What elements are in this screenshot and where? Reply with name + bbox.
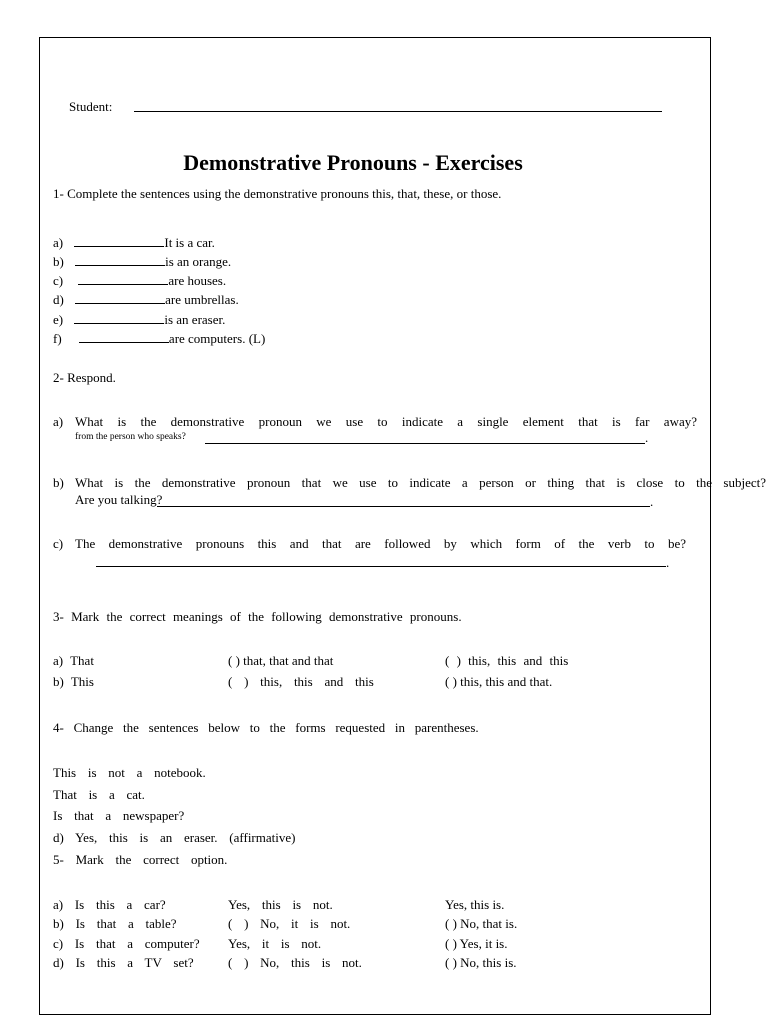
- ex2-a-question-cont: from the person who speaks?: [75, 432, 186, 442]
- answer-blank[interactable]: [74, 312, 164, 324]
- item-letter: a): [53, 235, 64, 250]
- ex5-row-b-option2[interactable]: ( ) No, that is.: [445, 916, 518, 931]
- ex5-row-a-option2[interactable]: Yes, this is.: [445, 897, 505, 912]
- ex5-row-c-option2[interactable]: ( ) Yes, it is.: [445, 936, 508, 951]
- page-title: Demonstrative Pronouns - Exercises: [183, 150, 523, 175]
- ex4-line-2: That is a cat.: [53, 787, 145, 802]
- ex2-c-question: The demonstrative pronouns this and that are followed by which form of the verb to be?: [75, 536, 686, 551]
- ex3-row-b-label: b) This: [53, 674, 94, 689]
- ex3-row-a-label: a) That: [53, 653, 94, 668]
- ex2-c-letter: c): [53, 536, 64, 551]
- item-text: is an orange.: [165, 254, 232, 269]
- ex1-item-f: [53, 331, 265, 346]
- ex5-row-c-question: c) Is that a computer?: [53, 936, 200, 951]
- ex2-b-answer-line[interactable]: [157, 506, 650, 507]
- item-letter: c): [53, 273, 64, 288]
- ex1-item-a: [53, 235, 215, 250]
- ex3-row-a-option1[interactable]: ( ) that, that and that: [228, 653, 334, 668]
- ex1-item-d: [53, 292, 239, 307]
- ex2-b-period: .: [650, 494, 654, 509]
- item-text: are houses.: [168, 273, 227, 288]
- item-text: are umbrellas.: [165, 292, 239, 307]
- answer-blank[interactable]: [78, 273, 168, 285]
- ex2-c-period: .: [666, 555, 670, 570]
- ex2-c-answer-line[interactable]: [96, 566, 666, 567]
- ex5-row-a-question: a) Is this a car?: [53, 897, 166, 912]
- ex4-line-4: d) Yes, this is an eraser. (affirmative): [53, 830, 296, 845]
- ex5-row-d-question: d) Is this a TV set?: [53, 955, 194, 970]
- item-text: are computers. (L): [168, 331, 266, 346]
- ex3-row-a-option2[interactable]: ( ) this, this and this: [445, 653, 569, 668]
- ex2-a-answer-line[interactable]: [205, 443, 645, 444]
- ex5-row-c-option1[interactable]: Yes, it is not.: [228, 936, 322, 951]
- ex5-row-a-option1[interactable]: Yes, this is not.: [228, 897, 333, 912]
- item-letter: d): [53, 292, 64, 307]
- ex1-item-c: [53, 273, 226, 288]
- item-letter: e): [53, 312, 64, 327]
- item-letter: f): [53, 331, 62, 346]
- answer-blank[interactable]: [74, 235, 164, 247]
- ex3-row-b-option2[interactable]: ( ) this, this and that.: [445, 674, 553, 689]
- ex2-a-letter: a): [53, 414, 64, 429]
- page-border: [39, 37, 711, 1015]
- ex4-instruction: 4- Change the sentences below to the forms requested in parentheses.: [53, 720, 479, 735]
- ex1-item-b: [53, 254, 231, 269]
- ex4-line-3: Is that a newspaper?: [53, 808, 185, 823]
- ex2-b-question-cont: Are you talking?: [75, 492, 163, 507]
- ex1-item-e: [53, 312, 225, 327]
- ex2-b-question: What is the demonstrative pronoun that we use to indicate a person or thing that is close to the subject?: [75, 475, 766, 490]
- answer-blank[interactable]: [79, 331, 169, 343]
- ex4-line-1: This is not a notebook.: [53, 765, 206, 780]
- ex5-row-d-option2[interactable]: ( ) No, this is.: [445, 955, 517, 970]
- ex3-row-b-option1[interactable]: ( ) this, this and this: [228, 674, 374, 689]
- student-name-line[interactable]: [134, 111, 662, 112]
- student-label: Student:: [69, 99, 113, 114]
- answer-blank[interactable]: [75, 254, 165, 266]
- ex2-instruction: 2- Respond.: [53, 370, 116, 385]
- answer-blank[interactable]: [75, 292, 165, 304]
- ex2-a-period: .: [645, 430, 649, 445]
- ex5-row-b-option1[interactable]: ( ) No, it is not.: [228, 916, 351, 931]
- ex5-row-b-question: b) Is that a table?: [53, 916, 177, 931]
- ex5-instruction: 5- Mark the correct option.: [53, 852, 228, 867]
- ex2-b-letter: b): [53, 475, 64, 490]
- item-letter: b): [53, 254, 64, 269]
- ex5-row-d-option1[interactable]: ( ) No, this is not.: [228, 955, 362, 970]
- ex1-instruction: 1- Complete the sentences using the demonstrative pronouns this, that, these, or those.: [53, 186, 502, 201]
- item-text: is an eraser.: [164, 312, 226, 327]
- ex2-a-question: What is the demonstrative pronoun we use to indicate a single element that is far away?: [75, 414, 697, 429]
- item-text: It is a car.: [164, 235, 215, 250]
- ex3-instruction: 3- Mark the correct meanings of the following demonstrative pronouns.: [53, 609, 462, 624]
